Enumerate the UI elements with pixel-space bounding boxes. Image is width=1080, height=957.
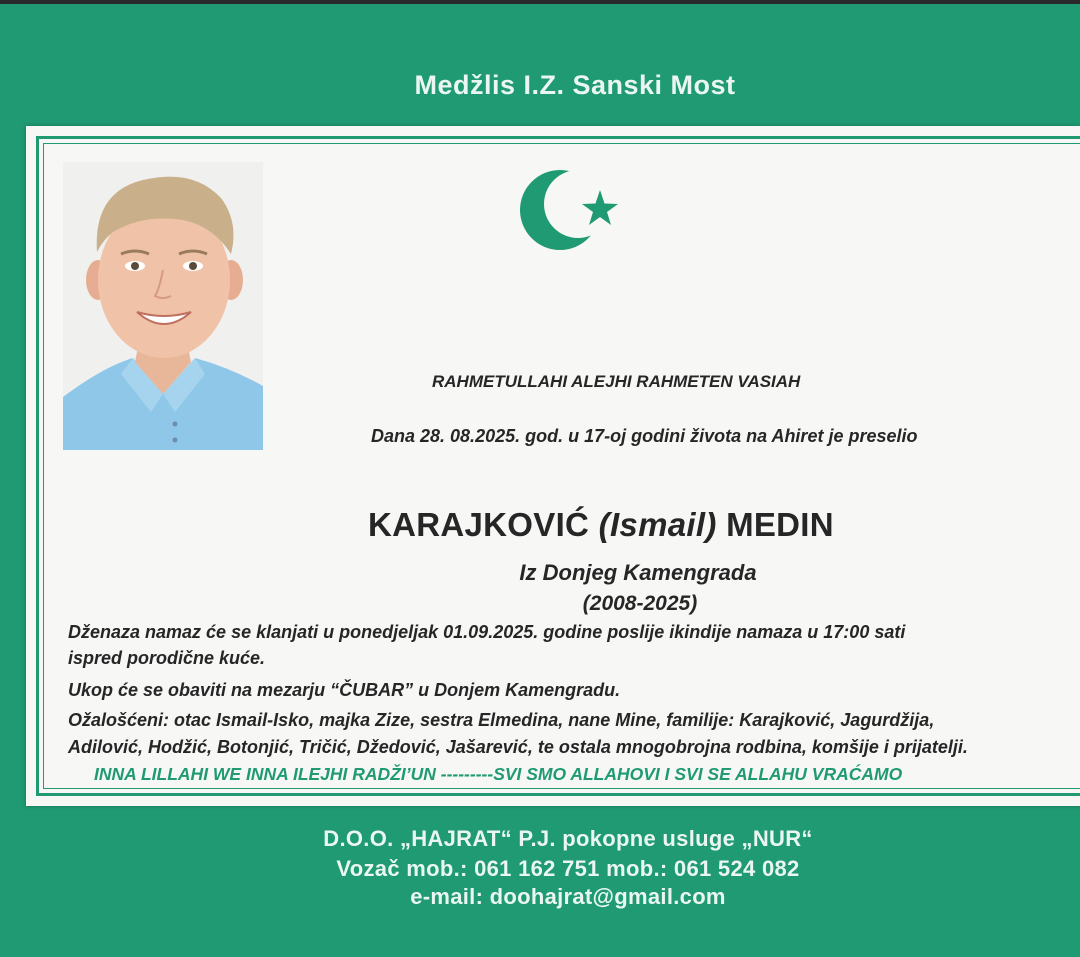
- body-line: Ukop će se obaviti na mezarju “ČUBAR” u Donjem Kamengradu.: [68, 680, 621, 700]
- rahmet-line: RAHMETULLAHI ALEJHI RAHMETEN VASIAH: [432, 372, 801, 391]
- first-name: MEDIN: [726, 506, 834, 543]
- footer-email: e-mail: doohajrat@gmail.com: [410, 884, 726, 909]
- body-line: Ožalošćeni: otac Ismail-Isko, majka Zize, sestra Elmedina, nane Mine, familije: Karajković, Jagurdžija,: [68, 710, 935, 730]
- header-title: Medžlis I.Z. Sanski Most: [414, 70, 736, 100]
- obituary-paper: [26, 126, 1080, 806]
- footer-company: D.O.O. „HAJRAT“ P.J. pokopne usluge „NUR“: [323, 826, 813, 851]
- closing-line: INNA LILLAHI WE INNA ILEJHI RADŽI’UN ---------SVI SMO ALLAHOVI I SVI SE ALLAHU VRAĆAMO: [94, 764, 903, 784]
- origin-line: Iz Donjeg Kamengrada: [519, 560, 757, 585]
- father-name: (Ismail): [598, 506, 717, 543]
- life-years: (2008-2025): [582, 592, 698, 615]
- deceased-name: [368, 506, 834, 544]
- body-line: ispred porodične kuće.: [68, 648, 266, 668]
- crescent-star-icon: [520, 164, 630, 264]
- portrait-photo: [63, 162, 263, 450]
- surname: KARAJKOVIĆ: [368, 506, 590, 543]
- death-date-line: Dana 28. 08.2025. god. u 17-oj godini života na Ahiret je preselio: [371, 426, 918, 446]
- footer-phones: Vozač mob.: 061 162 751 mob.: 061 524 082: [336, 856, 800, 881]
- body-line: Adilović, Hodžić, Botonjić, Tričić, Džedović, Jašarević, te ostala mnogobrojna rodbina, komšije i prijatelji.: [68, 737, 968, 757]
- top-edge: [0, 0, 1080, 4]
- portrait-illustration: [63, 162, 263, 450]
- body-line: Dženaza namaz će se klanjati u ponedjeljak 01.09.2025. godine poslije ikindije namaza u 17:00 sati: [68, 622, 906, 642]
